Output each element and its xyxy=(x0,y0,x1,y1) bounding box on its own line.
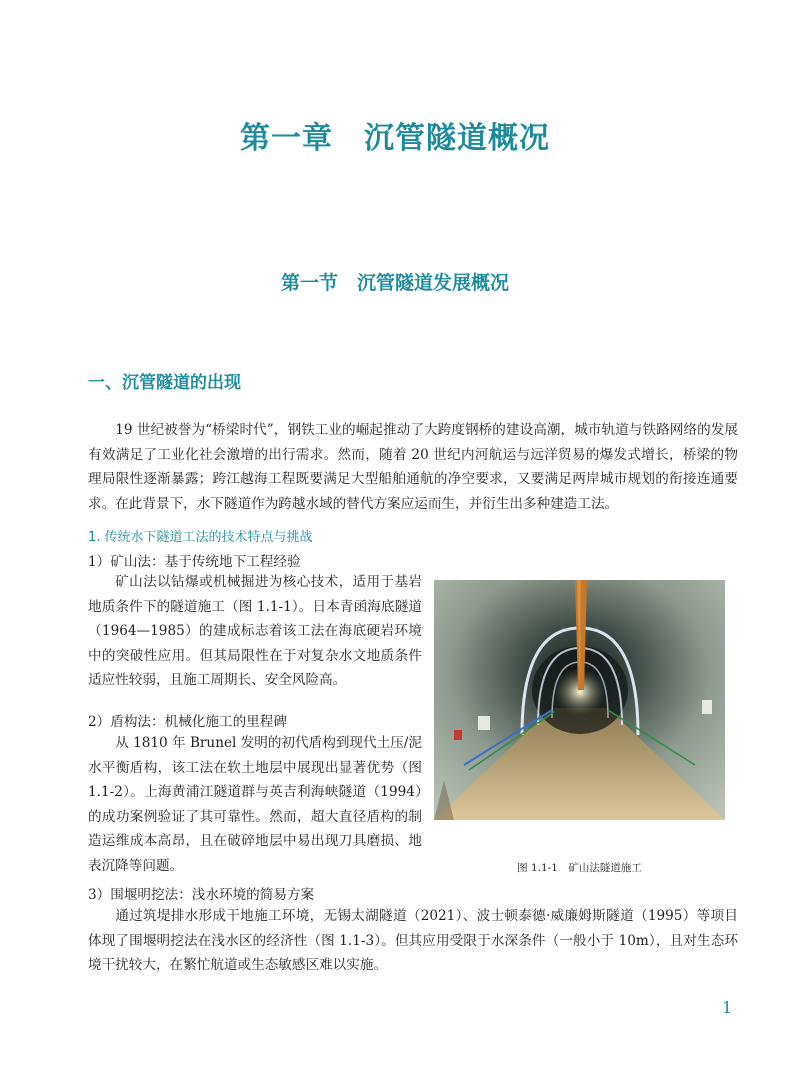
cofferdam-method-heading: 3）围堰明挖法：浅水环境的简易方案 xyxy=(88,887,315,903)
tunnel-construction-photo xyxy=(434,580,725,820)
heading-level-1: 一、沉管隧道的出现 xyxy=(88,373,241,393)
shield-method-paragraph: 从 1810 年 Brunel 发明的初代盾构到现代土压/泥水平衡盾构，该工法在软土地层中展现出显著优势（图 1.1-2）。上海黄浦江隧道群与英吉利海峡隧道（1994）的成功案例验证了其可靠性。然而，超大直径盾构的制造运维成本高昂，且在破碎地层中易出现刀具磨损、地表沉降等问题。 xyxy=(88,735,422,874)
mining-method-paragraph: 矿山法以钻爆或机械掘进为核心技术，适用于基岩地质条件下的隧道施工（图 1.1-1）。日本青函海底隧道（1964—1985）的建成标志着该工法在海底硬岩环境中的突破性应用。但其局限性在于对复杂水文地质条件适应性较弱，且施工周期长、安全风险高。 xyxy=(88,574,422,689)
figure-caption: 图 1.1-1 矿山法隧道施工 xyxy=(517,862,642,874)
shield-method-heading: 2）盾构法：机械化施工的里程碑 xyxy=(88,714,287,730)
chapter-title: 第一章 沉管隧道概况 xyxy=(240,121,550,156)
section-title: 第一节 沉管隧道发展概况 xyxy=(280,272,509,294)
page-number: 1 xyxy=(722,998,733,1017)
cofferdam-method-paragraph: 通过筑堤排水形成干地施工环境，无锡太湖隧道（2021）、波士顿泰德·威廉姆斯隧道（1995）等项目体现了围堰明挖法在浅水区的经济性（图 1.1-3）。但其应用受限于水深条件（一般小于 10m），且对生态环境干扰较大，在繁忙航道或生态敏感区难以实施。 xyxy=(88,908,738,974)
mining-method-heading: 1）矿山法：基于传统地下工程经验 xyxy=(88,554,301,570)
intro-paragraph: 19 世纪被誉为“桥梁时代”，钢铁工业的崛起推动了大跨度钢桥的建设高潮，城市轨道与铁路网络的发展有效满足了工业化社会激增的出行需求。然而，随着 20 世纪内河航运与远洋贸易的爆发式增长，桥梁的物理局限性逐渐暴露；跨江越海工程既要满足大型船舶通航的净空要求，又要满足两岸城市规划的衔接连通要求。在此背景下，水下隧道作为跨越水域的替代方案应运而生，并衍生出多种建造工法。 xyxy=(88,422,738,512)
heading-level-2: 1. 传统水下隧道工法的技术特点与挑战 xyxy=(88,530,313,545)
